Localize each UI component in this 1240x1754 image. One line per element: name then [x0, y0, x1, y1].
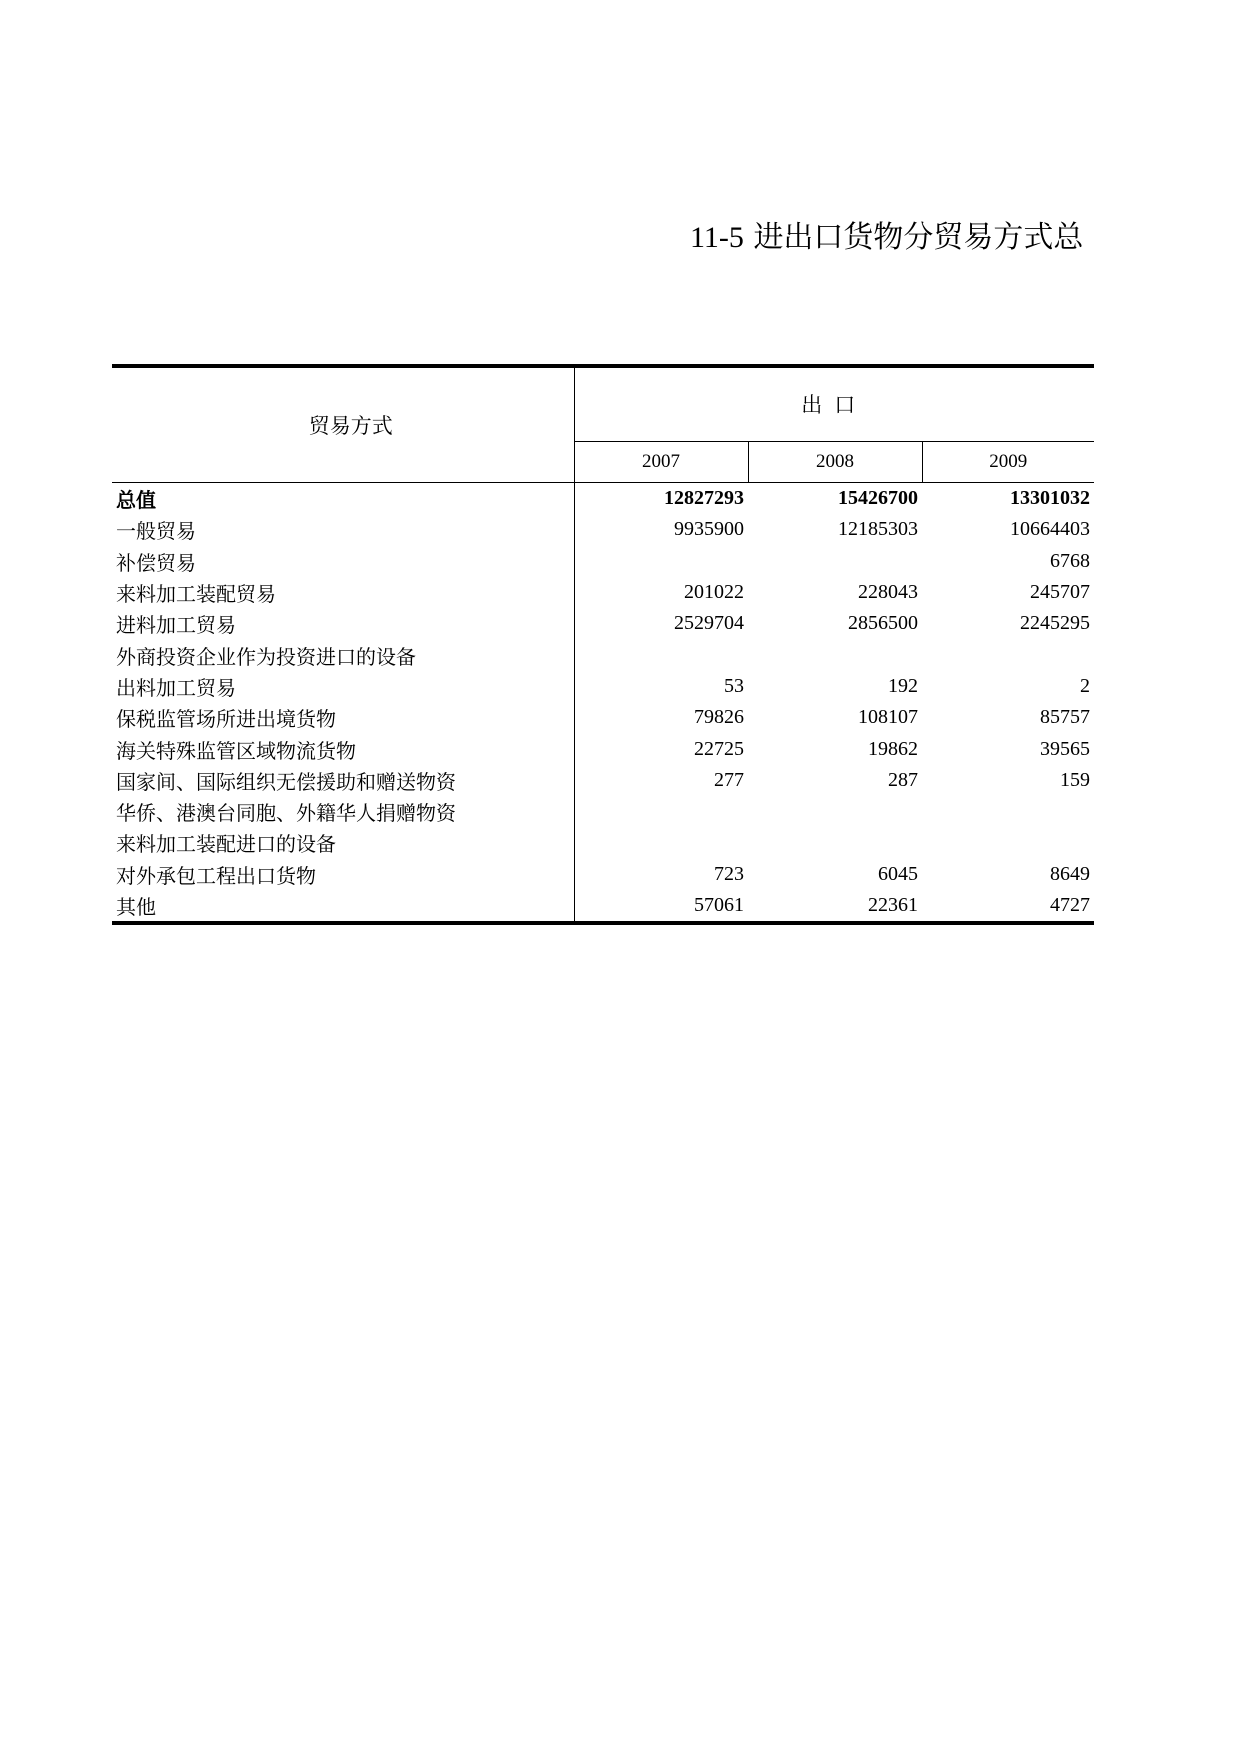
- table-row: [112, 859, 1094, 890]
- cell-value: [574, 639, 748, 670]
- row-label: 保税监管场所进出境货物: [112, 702, 574, 733]
- cell-value: [748, 639, 922, 670]
- cell-value: 10664403: [1010, 518, 1091, 541]
- cell-value: 228043: [858, 581, 918, 604]
- cell-value: [748, 546, 922, 577]
- header-trade-method: 贸易方式: [112, 366, 574, 483]
- cell-value: 8649: [1050, 862, 1091, 885]
- row-label: 出料加工贸易: [112, 671, 574, 702]
- cell-value: 287: [888, 768, 918, 791]
- cell-value: [922, 639, 1094, 670]
- cell-value: 159: [1060, 768, 1091, 791]
- page-title: [690, 216, 1083, 260]
- cell-value: 85757: [1040, 706, 1091, 729]
- row-label: 总值: [112, 483, 574, 515]
- header-year-2008: 2008: [748, 441, 922, 482]
- table-row: [112, 796, 1094, 827]
- cell-value: 6768: [1050, 549, 1091, 572]
- cell-value: 22361: [748, 890, 922, 923]
- cell-value: 245707: [1030, 581, 1091, 604]
- cell-value: 108107: [858, 706, 918, 729]
- cell-value: 12185303: [838, 518, 918, 541]
- table-row: [112, 702, 1094, 733]
- cell-value: 723: [714, 862, 744, 885]
- header-export: 出口: [574, 366, 1094, 441]
- row-label: 补偿贸易: [112, 546, 574, 577]
- cell-value: 53: [724, 674, 744, 697]
- table-row: [112, 733, 1094, 764]
- row-label: 其他: [112, 890, 574, 923]
- cell-value: 6045: [878, 862, 918, 885]
- cell-value: 39565: [1040, 737, 1091, 760]
- table-row: [112, 890, 1094, 923]
- table-row: [112, 514, 1094, 545]
- row-label: 国家间、国际组织无偿援助和赠送物资: [112, 765, 574, 796]
- header-year-2007: 2007: [574, 441, 748, 482]
- table-row: [112, 577, 1094, 608]
- cell-value: 57061: [574, 890, 748, 923]
- cell-value: 9935900: [674, 518, 744, 541]
- table-row: [112, 546, 1094, 577]
- cell-value: 2: [1080, 674, 1091, 697]
- cell-value: 12827293: [664, 487, 744, 510]
- table-row-total: [112, 483, 1094, 515]
- cell-value: 19862: [868, 737, 918, 760]
- table-body: [112, 483, 1094, 924]
- row-label: 华侨、港澳台同胞、外籍华人捐赠物资: [112, 796, 574, 827]
- cell-value: 4727: [922, 890, 1094, 923]
- cell-value: [748, 796, 922, 827]
- row-label: 一般贸易: [112, 514, 574, 545]
- row-label: 海关特殊监管区域物流货物: [112, 733, 574, 764]
- table-row: [112, 827, 1094, 858]
- cell-value: 22725: [694, 737, 744, 760]
- table-row: [112, 608, 1094, 639]
- cell-value: [748, 827, 922, 858]
- cell-value: 192: [888, 674, 918, 697]
- header-year-2009: 2009: [922, 441, 1094, 482]
- cell-value: 2529704: [674, 612, 744, 635]
- cell-value: 2856500: [848, 612, 918, 635]
- cell-value: [574, 546, 748, 577]
- cell-value: [574, 796, 748, 827]
- cell-value: [922, 796, 1094, 827]
- cell-value: 15426700: [838, 487, 918, 510]
- cell-value: [574, 827, 748, 858]
- cell-value: [922, 827, 1094, 858]
- cell-value: 277: [714, 768, 744, 791]
- title-number: 11-5: [690, 221, 744, 254]
- cell-value: 79826: [694, 706, 744, 729]
- table-row: [112, 639, 1094, 670]
- table-row: [112, 765, 1094, 796]
- row-label: 外商投资企业作为投资进口的设备: [112, 639, 574, 670]
- trade-method-table: [112, 364, 1094, 925]
- cell-value: 201022: [684, 581, 744, 604]
- row-label: 对外承包工程出口货物: [112, 859, 574, 890]
- row-label: 来料加工装配进口的设备: [112, 827, 574, 858]
- row-label: 进料加工贸易: [112, 608, 574, 639]
- cell-value: 2245295: [1020, 612, 1091, 635]
- table-row: [112, 671, 1094, 702]
- cell-value: 13301032: [1010, 487, 1091, 510]
- title-text: 进出口货物分贸易方式总: [753, 220, 1084, 255]
- row-label: 来料加工装配贸易: [112, 577, 574, 608]
- table-header: [112, 366, 1094, 483]
